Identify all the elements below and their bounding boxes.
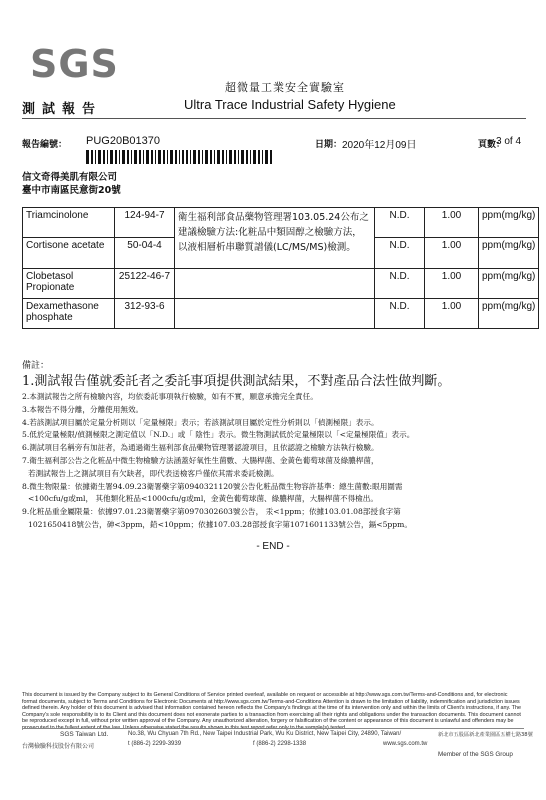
barcode-bar xyxy=(202,150,203,164)
barcode-bar xyxy=(253,150,256,164)
result-value: N.D. xyxy=(375,238,425,269)
note-item: 5.低於定量極限/偵測極限之測定值以「N.D.」或「 陰性」表示。微生物測試低於定量極限以「<定量極限值」表示。 xyxy=(22,430,415,440)
note-item: 1.測試報告僅就委託者之委託事項提供測試結果，不對產品合法性做判斷。 xyxy=(22,374,451,389)
barcode-bar xyxy=(155,150,156,164)
table-row xyxy=(23,208,539,238)
report-no: PUG20B01370 xyxy=(86,135,160,147)
result-value: N.D. xyxy=(375,269,425,299)
analyte-name: Triamcinolone xyxy=(23,208,115,238)
barcode-bar xyxy=(115,150,117,164)
note-item: 6.測試項目名稱旁有加註者，為通過衛生福利部食品藥物管理署認證項目，且依認證之檢驗方法執行檢驗。 xyxy=(22,443,379,453)
barcode-bar xyxy=(214,150,215,164)
client-address: 臺中市南區民意街20號 xyxy=(22,185,121,196)
barcode-bar xyxy=(186,150,188,164)
barcode-bar xyxy=(91,150,93,164)
barcode-bar xyxy=(258,150,260,164)
sgs-logo xyxy=(30,38,130,90)
barcode-bar xyxy=(139,150,141,164)
barcode-bar xyxy=(110,150,113,164)
cas-number: 50-04-4 xyxy=(115,238,175,269)
barcode-bar xyxy=(98,150,101,164)
group-membership: Member of the SGS Group xyxy=(438,751,513,758)
barcode-bar xyxy=(175,150,177,164)
note-item: 7.衛生福利部公告之化粧品中微生物檢驗方法涵蓋好氧性生菌數、大腸桿菌、金黃色葡萄球菌及綠膿桿菌， xyxy=(22,455,379,465)
result-value: N.D. xyxy=(375,299,425,329)
mdl-value: 1.00 xyxy=(425,238,479,269)
barcode-bar xyxy=(190,150,191,164)
barcode-bar xyxy=(262,150,263,164)
company-address-zh: 新北市五股區新北產業園區五權七路38號 xyxy=(438,732,533,738)
date-label: 日期： xyxy=(315,139,343,149)
mdl-value: 1.00 xyxy=(425,208,479,238)
page-number: 3 of 4 xyxy=(496,136,522,147)
barcode-bar xyxy=(179,150,180,164)
barcode-bar xyxy=(265,150,268,164)
cas-number: 124-94-7 xyxy=(115,208,175,238)
barcode-bar xyxy=(151,150,153,164)
barcode-bar xyxy=(143,150,144,164)
company-address-en: No.38, Wu Chyuan 7th Rd., New Taipei Industrial Park, Wu Ku District, New Taipei City, 24890, Taiwan/ xyxy=(128,731,402,737)
cas-number: 25122-46-7 xyxy=(115,269,175,299)
barcode-bar xyxy=(158,150,161,164)
barcode-bar xyxy=(127,150,129,164)
barcode-bar xyxy=(167,150,168,164)
company-name-en: SGS Taiwan Ltd. xyxy=(60,731,109,738)
method-empty-cell xyxy=(175,299,375,329)
barcode-bar xyxy=(122,150,125,164)
barcode-bar xyxy=(229,150,232,164)
table-row xyxy=(23,299,539,329)
note-item: 若測試報告上之測試項目有欠缺者，即代表送檢客戶僅依其需求委託檢測。 xyxy=(28,468,279,478)
mdl-value: 1.00 xyxy=(425,269,479,299)
barcode-bar xyxy=(238,150,239,164)
note-item: 8.微生物限量：依據衛生署94.09.23衛署藥字第0940321120號公告化粧品微生物容許基準：總生菌數:眼用圍需 xyxy=(22,481,403,491)
unit-value: ppm(mg/kg) xyxy=(479,269,539,299)
note-item: 1021650418號公告，砷<3ppm，鉛<10ppm；依據107.03.28部授食字第1071601133號公告，鎘<5ppm。 xyxy=(28,519,412,529)
barcode-bar xyxy=(134,150,137,164)
report-no-label: 報告編號： xyxy=(22,140,68,150)
analyte-name: Dexamethasone phosphate xyxy=(23,299,115,329)
end-marker: - END - xyxy=(256,541,290,552)
unit-value: ppm(mg/kg) xyxy=(479,208,539,238)
barcode-bar xyxy=(270,150,272,164)
barcode-bar xyxy=(131,150,132,164)
barcode-bar xyxy=(217,150,220,164)
unit-value: ppm(mg/kg) xyxy=(479,238,539,269)
fax-number: f (886-2) 2298-1338 xyxy=(253,741,307,747)
barcode-bar xyxy=(193,150,196,164)
barcode-bar xyxy=(246,150,248,164)
report-date: 2020年12月09日 xyxy=(342,140,417,151)
analyte-name: Cortisone acetate xyxy=(23,238,115,269)
phone-number: t (886-2) 2299-3939 xyxy=(128,741,182,747)
notes-title: 備註： xyxy=(22,361,50,371)
barcode-bar xyxy=(198,150,200,164)
results-table xyxy=(22,207,539,329)
barcode-bar xyxy=(170,150,173,164)
company-name-zh: 台灣檢驗科技股份有限公司 xyxy=(22,743,95,750)
mdl-value: 1.00 xyxy=(425,299,479,329)
analyte-name: Clobetasol Propionate xyxy=(23,269,115,299)
cas-number: 312-93-6 xyxy=(115,299,175,329)
report-title: 測試報告 xyxy=(22,102,103,117)
barcode-bar xyxy=(107,150,108,164)
barcode-bar xyxy=(86,150,89,164)
barcode-bar xyxy=(205,150,208,164)
header-divider xyxy=(22,118,526,119)
legal-disclaimer: This document is issued by the Company subject to its General Conditions of Service printed overleaf, available on request or accessible at http://www.sgs.com.tw/Terms-and-Conditions and, for electronic format documents, subject to Terms and Conditions for Electronic Documents at http://www.sgs.com.tw/Terms-and-Conditions Attention is drawn to the limitation of liability, indemnification and jurisdiction issues defined therein. Any holder of this document is advised that information contained hereon reflects the Company's findings at the time of its intervention only and within the limits of Client's instructions, if any. The Company's sole responsibility is to its Client and this document does not exonerate parties to a transaction from exercising all their rights and obligations under the transaction documents. This document cannot be reproduced except in full, without prior written approval of the Company. Any unauthorized alteration, forgery or falsification of the content or appearance of this document is unlawful and offenders may be xyxy=(22,692,521,724)
website-link[interactable]: www.sgs.com.tw xyxy=(383,741,428,747)
note-item: <100cfu/g或ml， 其他類化粧品<1000cfu/g或ml，金黃色葡萄球菌、綠膿桿菌，大腸桿菌不得檢出。 xyxy=(28,494,378,504)
notes-list xyxy=(22,372,532,532)
footer-divider xyxy=(22,728,524,729)
barcode-bar xyxy=(163,150,165,164)
unit-value: ppm(mg/kg) xyxy=(479,299,539,329)
page-label: 頁數： xyxy=(478,139,506,149)
note-item: 3.本報告不得分離，分離使用無效。 xyxy=(22,404,144,414)
barcode-bar xyxy=(95,150,96,164)
client-name: 信文奇得美肌有限公司 xyxy=(22,172,118,183)
lab-name-en: Ultra Trace Industrial Safety Hygiene xyxy=(184,97,396,112)
barcode-bar xyxy=(250,150,251,164)
barcode-bar xyxy=(226,150,227,164)
table-row xyxy=(23,269,539,299)
note-item: 4.若該測試項目屬於定量分析則以「定量極限」表示；若該測試項目屬於定性分析則以「偵測極限」表示。 xyxy=(22,417,379,427)
barcode-bar xyxy=(182,150,185,164)
barcode-bar xyxy=(119,150,120,164)
note-item: 9.化粧品重金屬限量：依據97.01.23衛署藥字第0970302603號公告， 汞<1ppm；依據103.01.08部授食字第 xyxy=(22,507,401,517)
method-empty-cell xyxy=(175,269,375,299)
result-value: N.D. xyxy=(375,208,425,238)
barcode-bar xyxy=(241,150,244,164)
test-method: 衛生福利部食品藥物管理署103.05.24公布之建議檢驗方法:化粧品中類固醇之檢驗方法，以液相層析串聯質譜儀(LC/MS/MS)檢測。 xyxy=(175,208,375,269)
barcode-bar xyxy=(234,150,236,164)
barcode xyxy=(86,150,274,164)
lab-name-zh: 超微量工業安全實驗室 xyxy=(225,81,345,94)
sgs-logo-text: SGS xyxy=(30,42,119,86)
barcode-bar xyxy=(210,150,212,164)
note-item: 2.本測試報告之所有檢驗內容，均依委託事項執行檢驗，如有不實，願意承擔完全責任。 xyxy=(22,392,318,401)
barcode-bar xyxy=(146,150,149,164)
barcode-bar xyxy=(222,150,224,164)
barcode-bar xyxy=(103,150,105,164)
